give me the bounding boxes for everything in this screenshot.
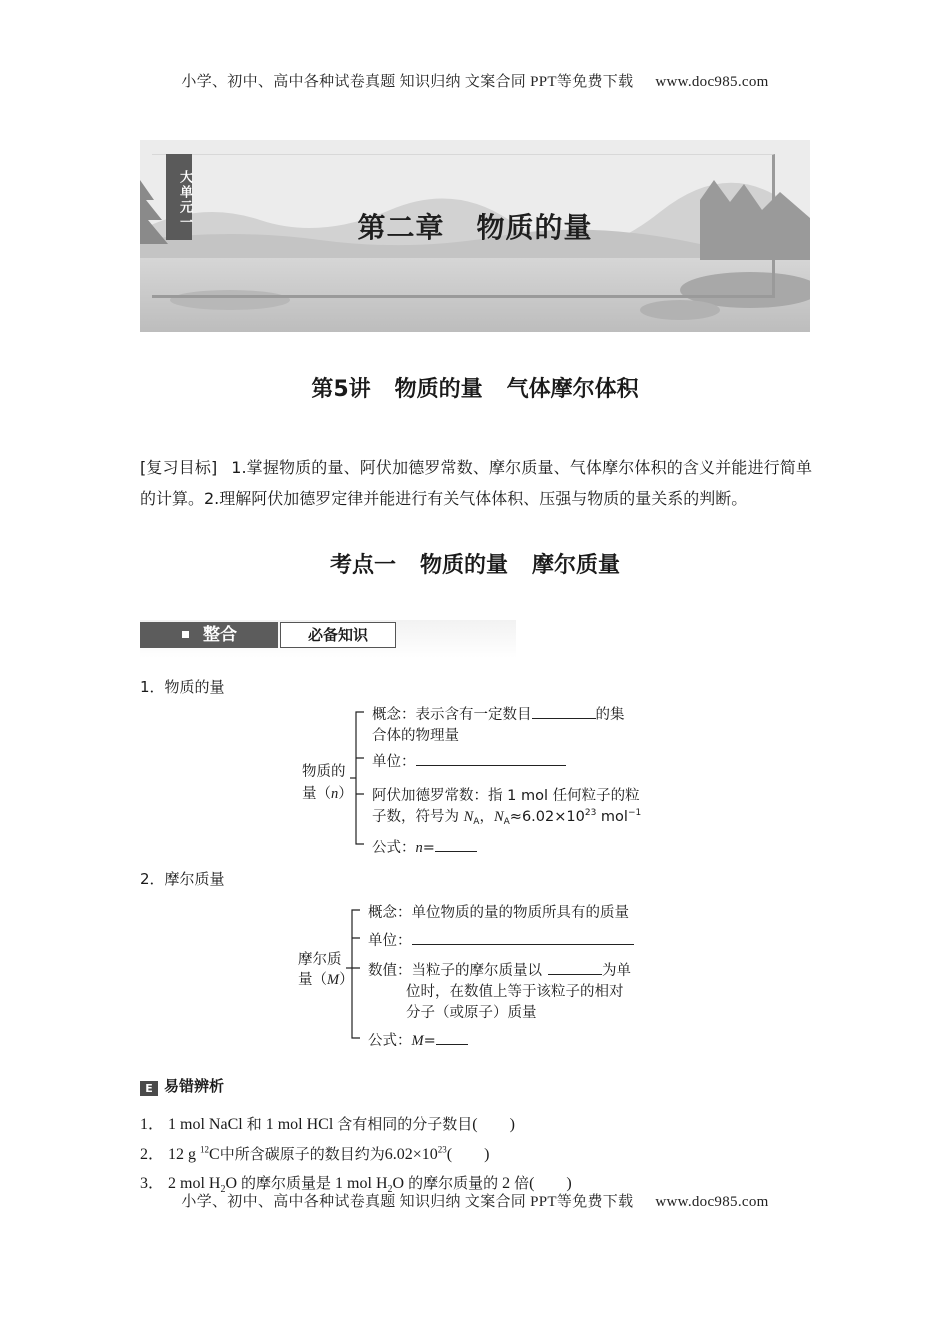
error-analysis-title [140,1075,224,1096]
err2-sup: 12 [200,1144,210,1155]
chapter-banner [140,140,810,332]
err1-a: 1 mol NaCl [168,1116,243,1133]
blank-mm-value[interactable] [548,960,602,975]
lecture-number: 第5讲 [311,377,371,402]
err2-b: C [209,1146,220,1163]
root-label-line1: 物质的 [302,764,346,780]
formula-line [372,836,477,857]
item-heading-amount: 1．物质的量 [140,678,225,696]
error-item-1 [140,1111,515,1134]
root2-label-line1: 摩尔质 [298,952,342,968]
blank-concept[interactable] [532,704,596,719]
header-text: 小学、初中、高中各种试卷真题 知识归纳 文案合同 PPT等免费下载 [181,74,634,90]
page-footer [0,1190,950,1211]
formula-equals: = [422,840,435,856]
root-symbol: n [331,786,339,802]
error-title-text: 易错辨析 [164,1077,225,1095]
diagram-amount-of-substance [300,700,680,865]
err3-num: 3． [140,1175,165,1192]
na-symbol: N [463,809,474,825]
avogadro-comma: ， [479,809,494,825]
err2-exp: 23 [437,1144,447,1155]
avogadro-unit-exponent: −1 [627,808,642,818]
mm-formula-equals: = [423,1033,436,1049]
err2-d: 6.02×10 [384,1146,438,1163]
avogadro-unit: mol [596,809,628,825]
formula-label: 公式： [372,840,416,856]
err1-c: 1 mol HCl [265,1116,334,1133]
avogadro-line1: 阿伏加德罗常数：指 1 mol 任何粒子的粒 [372,788,640,804]
footer-url-link[interactable]: www.doc985.com [655,1194,769,1210]
mm-formula-label: 公式： [368,1033,412,1049]
root-label-text: 量（ [302,786,331,802]
unit-label: 单位： [372,754,416,770]
avogadro-text: 子数，符号为 [372,809,464,825]
section-label-knowledge: 必备知识 [280,622,396,648]
err3-g: 2 [502,1175,511,1192]
err3-sub: 2 [220,1184,226,1196]
key-point-title [0,548,950,579]
root-label-line2 [302,782,353,803]
mm-unit-label: 单位： [368,933,412,949]
err3-d: 1 mol H [335,1175,388,1192]
err3-answer-blank[interactable]: ( ) [529,1175,572,1192]
root2-label-text: 量（ [298,972,327,988]
mm-value-tail: 为单 [602,963,631,979]
err3-f: 的摩尔质量的 [408,1174,499,1192]
err2-a: 12 g [168,1146,201,1163]
root2-label-line2 [298,968,354,989]
footer-text: 小学、初中、高中各种试卷真题 知识归纳 文案合同 PPT等免费下载 [181,1194,634,1210]
chapter-number: 第二章 [357,211,445,244]
blank-unit[interactable] [416,751,566,766]
lecture-topic-2: 气体摩尔体积 [506,377,639,402]
item-heading-molar-mass: 2．摩尔质量 [140,870,225,888]
err1-d: 含有相同的分子数目 [337,1115,473,1133]
err3-c: 的摩尔质量是 [241,1174,332,1192]
err2-c: 中所含碳原子的数目约为 [219,1145,385,1163]
header-url-link[interactable]: www.doc985.com [655,74,769,90]
na-symbol-2: N [493,809,504,825]
section-bar [140,620,516,658]
root-label-close: ） [338,786,353,802]
concept-tail: 的集 [595,707,625,723]
blank-mm-formula[interactable] [436,1030,468,1045]
mm-concept-line: 概念：单位物质的量的物质所具有的质量 [368,905,629,921]
unit-line [372,750,566,771]
error-badge-icon: E [140,1081,158,1096]
err3-h: 倍 [514,1174,530,1192]
objectives-label: [复习目标] [140,458,218,477]
brace-lines [300,700,680,865]
mm-value-line1 [368,959,631,980]
avogadro-line2 [372,805,641,827]
err2-num: 2． [140,1146,165,1163]
root2-symbol: M [327,972,340,988]
key-point-topic-2: 摩尔质量 [532,553,621,578]
key-point-topic-1: 物质的量 [419,553,508,578]
na-subscript: A [473,817,480,827]
concept-text: 概念：表示含有一定数目 [372,707,532,723]
err3-sub2: 2 [387,1184,393,1196]
formula-symbol: n [415,840,423,856]
key-point-number: 考点一 [329,553,396,578]
concept-line1 [372,703,625,724]
review-objectives [140,452,812,514]
diagram-molar-mass [296,898,686,1053]
na-subscript-2: A [503,817,510,827]
mm-value-line3: 分子（或原子）质量 [406,1005,537,1021]
chapter-name: 物质的量 [476,211,593,244]
err2-answer-blank[interactable]: ( ) [446,1146,490,1163]
err3-e: O [392,1175,405,1192]
page-header [0,70,950,91]
error-item-2 [140,1141,489,1164]
root2-label-close: ） [339,972,354,988]
err3-a: 2 mol H [168,1175,221,1192]
mm-unit-line [368,929,634,950]
err1-b: 和 [246,1115,262,1133]
unit-tag: 大单元一 [166,154,192,240]
blank-formula[interactable] [435,837,477,852]
square-icon [182,631,189,638]
lecture-topic-1: 物质的量 [394,377,483,402]
concept-line2: 合体的物理量 [372,728,459,744]
err1-answer-blank[interactable]: ( ) [472,1116,515,1133]
mm-value-line2: 位时，在数值上等于该粒子的相对 [406,984,624,1000]
err3-b: O [225,1175,238,1192]
mm-formula-symbol: M [411,1033,424,1049]
section-dark-text: 整合 [203,625,237,645]
avogadro-exponent: 23 [584,808,597,818]
avogadro-value: ≈6.02×10 [509,809,585,825]
mm-value-text: 数值：当粒子的摩尔质量以 [368,963,542,979]
mm-formula-line [368,1029,468,1050]
err1-num: 1． [140,1116,165,1133]
objectives-text: 1.掌握物质的量、阿伏加德罗常数、摩尔质量、气体摩尔体积的含义并能进行简单的计算。2.理解阿伏加德罗定律并能进行有关气体体积、压强与物质的量关系的判断。 [140,458,812,508]
blank-mm-unit[interactable] [412,930,634,945]
section-label-integrate [140,622,278,648]
chapter-title [140,206,810,246]
lecture-title [0,372,950,403]
